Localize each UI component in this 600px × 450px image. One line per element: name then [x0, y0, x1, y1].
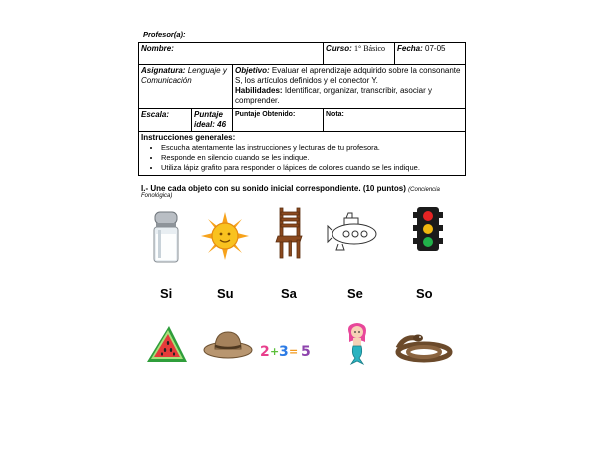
svg-text:5: 5 [301, 344, 311, 360]
grade-label: Nota: [326, 111, 344, 118]
instruction-item: • Responde en silencio cuando se les indique. [161, 153, 463, 163]
svg-text:=: = [289, 345, 299, 358]
scale-label: Escala: [141, 110, 170, 119]
ideal-score-label: Puntaje ideal: 46 [194, 110, 227, 129]
instructions-list [141, 143, 463, 173]
svg-text:+: + [270, 345, 280, 358]
objective-value: Evaluar el aprendizaje adquirido sobre la consonante S, los artículos definidos y el conector Y. [235, 66, 461, 85]
question-note-b: Fonológica) [141, 193, 173, 199]
question-text: I.- Une cada objeto con su sonido inicial correspondiente. (10 puntos) [141, 184, 406, 193]
name-cell [139, 43, 324, 65]
instructions-title: Instrucciones generales: [141, 133, 236, 142]
svg-text:3: 3 [279, 344, 289, 360]
teacher-label: Profesor(a): [143, 30, 186, 39]
scale-cell [139, 109, 192, 132]
skills-value: Identificar, organizar, transcribir, asociar y comprender. [235, 86, 432, 105]
salt-shaker-image [148, 210, 184, 264]
question-title [141, 184, 440, 199]
instructions-cell [139, 132, 466, 176]
syllable-su: Su [217, 286, 234, 301]
obtained-score-cell [233, 109, 324, 132]
date-cell [395, 43, 466, 65]
syllable-so: So [416, 286, 433, 301]
submarine-image [328, 210, 380, 254]
course-label: Curso: [326, 44, 352, 53]
syllable-sa: Sa [281, 286, 297, 301]
obtained-score-label: Puntaje Obtenido: [235, 111, 296, 118]
instruction-item: • Utiliza lápiz grafito para responder o lápices de colores cuando se les indique. [161, 163, 463, 173]
grade-cell [324, 109, 466, 132]
sun-image [201, 212, 249, 260]
svg-text:2: 2 [260, 344, 270, 360]
syllable-si: Si [160, 286, 173, 301]
ideal-score-cell [192, 109, 233, 132]
skills-label: Habilidades: [235, 86, 283, 95]
subject-label: Asignatura: [141, 66, 186, 75]
subject-value: Lenguaje y Comunicación [141, 66, 227, 85]
traffic-light-image [413, 206, 443, 254]
addition-image [259, 340, 319, 360]
course-value: 1° Básico [354, 44, 385, 53]
objective-label: Objetivo: [235, 66, 270, 75]
name-label: Nombre: [141, 44, 174, 53]
mermaid-image [341, 320, 373, 366]
watermelon-image [143, 322, 191, 366]
date-value: 07-05 [425, 44, 446, 53]
date-label: Fecha: [397, 44, 423, 53]
subject-cell [139, 65, 233, 109]
chair-image [275, 206, 305, 260]
question-note-a: (Conciencia [408, 187, 440, 193]
hat-image [203, 328, 253, 360]
course-cell [324, 43, 395, 65]
header-table [138, 42, 466, 176]
instruction-item: • Escucha atentamente las instrucciones y lecturas de tu profesora. [161, 143, 463, 153]
objective-cell [233, 65, 466, 109]
snake-image [394, 332, 456, 362]
syllable-se: Se [347, 286, 363, 301]
